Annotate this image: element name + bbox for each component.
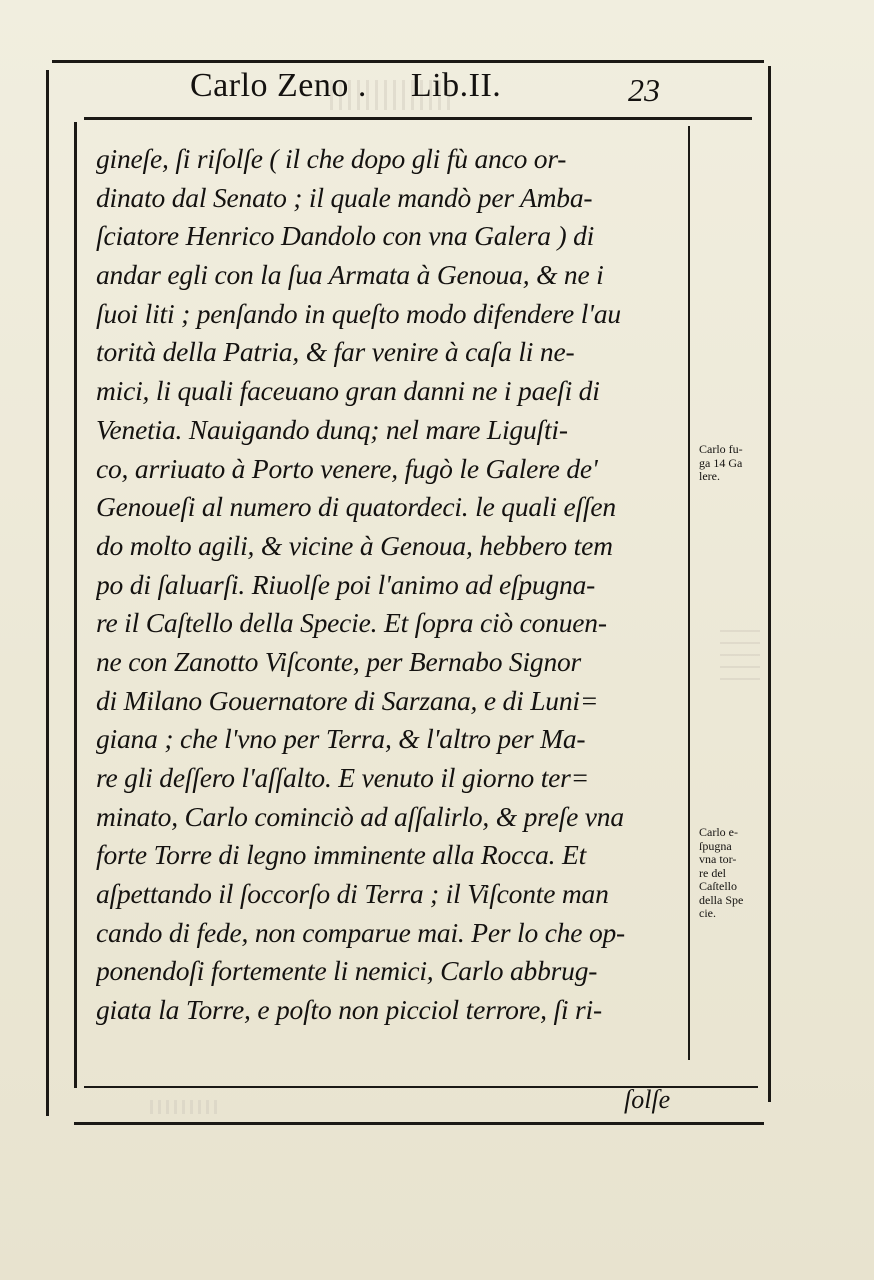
- marginal-note-line: cie.: [699, 906, 716, 920]
- text-line: po di ſaluarſi. Riuolſe poi l'animo ad eſpugna-: [96, 568, 596, 600]
- text-line: ſciatore Henrico Dandolo con vna Galera ) di: [96, 220, 595, 252]
- page-number: 23: [628, 72, 660, 108]
- text-line: giana ; che l'vno per Terra, & l'altro per Ma-: [96, 723, 586, 755]
- text-line: gineſe, ſi riſolſe ( il che dopo gli fù anco or-: [96, 143, 567, 174]
- text-line: re il Caſtello della Specie. Et ſopra ciò conuen-: [96, 607, 607, 639]
- running-head: [190, 64, 501, 108]
- left-inner-rule: [74, 122, 77, 1088]
- marginal-note-line: lere.: [699, 469, 720, 483]
- text-line: cando di fede, non comparue mai. Per lo che op-: [96, 916, 626, 948]
- text-line: di Milano Gouernatore di Sarzana, e di Luni=: [96, 684, 599, 716]
- running-head-title: Carlo Zeno .: [190, 67, 367, 104]
- text-line: ne con Zanotto Viſconte, per Bernabo Signor: [96, 645, 582, 677]
- text-line: Venetia. Nauigando dunq; nel mare Liguſti-: [96, 413, 568, 445]
- body-text: [96, 140, 684, 1030]
- text-line: co, arriuato à Porto venere, fugò le Galere de': [96, 452, 598, 484]
- text-line: ponendoſi fortemente li nemici, Carlo abbrug-: [96, 955, 598, 987]
- text-line: andar egli con la ſua Armata à Genoua, & ne i: [96, 259, 604, 291]
- text-line: aſpettando il ſoccorſo di Terra ; il Viſconte man: [96, 878, 609, 910]
- running-head-book: Lib.II.: [410, 67, 502, 104]
- text-line: do molto agili, & vicine à Genoua, hebbero tem: [96, 529, 613, 561]
- text-line: ſuoi liti ; penſando in queſto modo difendere l'au: [96, 297, 621, 329]
- marginal-note-line: Carlo fu-: [699, 442, 743, 456]
- marginal-note-line: Caſtello: [699, 879, 737, 893]
- marginal-note-siege: [699, 826, 767, 921]
- text-line: giata la Torre, e poſto non picciol terrore, ſi ri-: [96, 994, 602, 1026]
- marginal-note-flight: [699, 443, 767, 484]
- show-through-texture: [720, 630, 760, 690]
- marginal-note-line: Carlo e-: [699, 825, 738, 839]
- top-outer-rule: [52, 60, 764, 63]
- bottom-outer-rule: [74, 1122, 764, 1125]
- text-line: dinato dal Senato ; il quale mandò per Amba-: [96, 181, 593, 213]
- text-line: Genoueſi al numero di quatordeci. le quali eſſen: [96, 491, 616, 523]
- marginal-note-line: vna tor-: [699, 852, 737, 866]
- marginal-note-line: della Spe: [699, 892, 744, 907]
- column-divider-rule: [688, 126, 690, 1060]
- right-outer-rule: [768, 66, 771, 1102]
- text-line: minato, Carlo cominciò ad aſſalirlo, & preſe vna: [96, 800, 624, 832]
- left-outer-rule: [46, 70, 49, 1116]
- text-line: forte Torre di legno imminente alla Rocca. Et: [96, 839, 587, 871]
- header-rule: [84, 117, 752, 120]
- text-line: mici, li quali faceuano gran danni ne i paeſi di: [96, 375, 600, 407]
- marginal-note-line: ſpugna: [699, 838, 732, 853]
- text-line: torità della Patria, & far venire à caſa li ne-: [96, 336, 575, 368]
- catchword: ſolſe: [624, 1085, 671, 1114]
- text-line: re gli deſſero l'aſſalto. E venuto il giorno ter=: [96, 762, 590, 793]
- marginal-note-line: re del: [699, 865, 726, 880]
- show-through-texture: [150, 1100, 220, 1114]
- marginal-note-line: ga 14 Ga: [699, 455, 743, 470]
